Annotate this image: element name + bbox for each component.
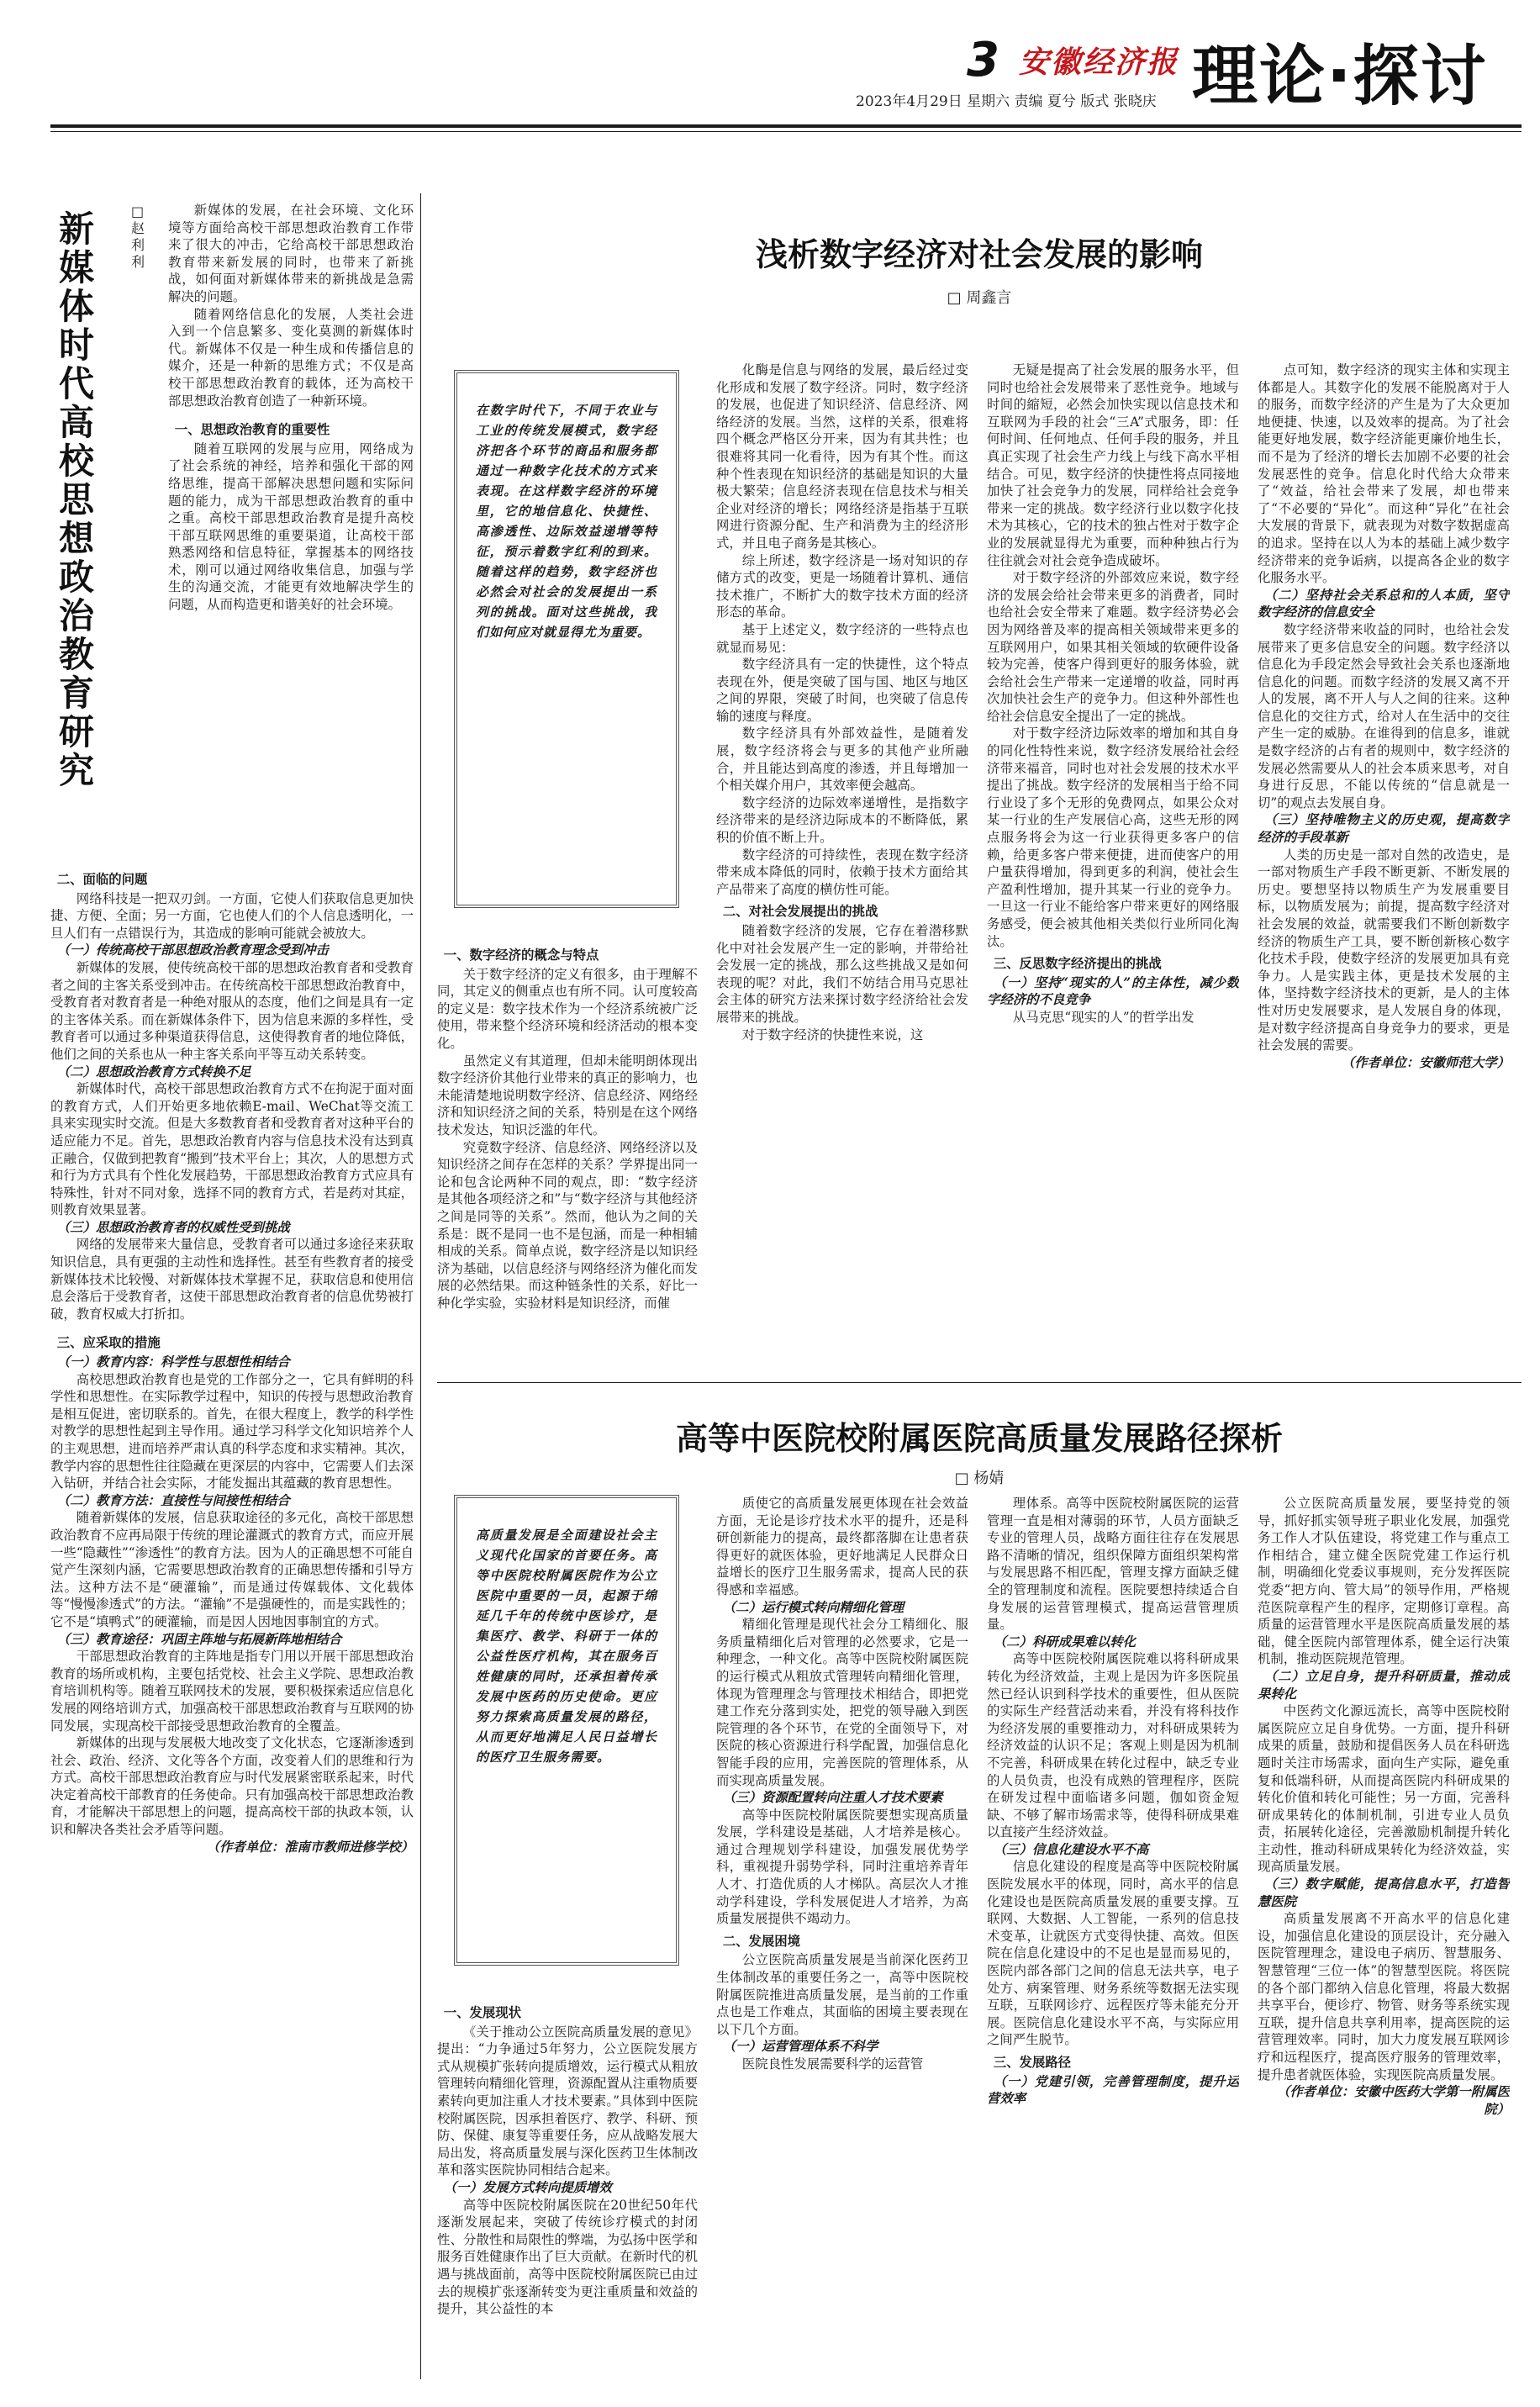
paragraph: 理体系。高等中医院校附属医院的运营管理一直是相对薄弱的环节，人员方面缺乏专业的管理人员，战略方面往往存在发展思路不清晰的情况，组织保障方面组织架构常与发展思路不相匹配，管理支撑方面缺乏健全的管理制度和流程。医院要想持续适合自身发展的运营管理模式，提高运营管理质量。 <box>987 1496 1239 1633</box>
article-separator <box>437 1382 1522 1383</box>
paragraph: 究竟数字经济、信息经济、网络经济以及知识经济之间存在怎样的关系？学界提出同一论和包含论两种不同的观点，即：“数字经济是其他各项经济之和”与“数字经济与其他经济之间是同等的关系”。然而，他认为之间的关系是：既不是同一也不是包涵，而是一种相辅相成的关系。简单点说，数字经济是以知识经济为基础，以信息经济与网络经济为催化而发展的必然结果。而这种链条性的关系，好比一种化学实验，实验材料是知识经济，而催 <box>437 1139 698 1311</box>
paragraph: 对于数字经济的快捷性来说，这 <box>741 1027 924 1043</box>
article-1-paragraph: 高校思想政治教育也是党的工作部分之一，它具有鲜明的科学性和思想性。在实际教学过程中，知识的传授与思想政治教育是相互促进，密切联系的。首先，在很大程度上，教学的科学性对教学的思想性起到主导作用。通过学习科学文化知识培养个人的主观思想，进而培养严肃认真的科学态度和求实精神。其次，教学内容的思想性往往隐藏在更深层的内容中，它需要人们去深入钻研，并结合社会实际，才能发掘出其蕴藏的教育思想性。 <box>50 1371 414 1491</box>
paragraph: 质使它的高质量发展更体现在社会效益方面，无论是诊疗技术水平的提升，还是科研创新能力的提高，最终都落脚在让患者获得更好的就医体验，更好地满足人民群众日益增长的医疗卫生服务需求，提高人民的获得感和幸福感。 <box>716 1496 968 1597</box>
article-1-heading: 二、面临的问题 <box>56 872 148 887</box>
subheading: （二）立足自身，提升科研质量，推动成果转化 <box>1258 1668 1510 1702</box>
subheading: （一）运营管理体系不科学 <box>722 2039 878 2055</box>
author-affiliation: （作者单位：安徽中医药大学第一附属医院） <box>1276 2084 1510 2117</box>
article-3-author: □ 杨婧 <box>954 1470 1005 1487</box>
article-1-paragraph: 新媒体时代，高校干部思想政治教育方式不在拘泥于面对面的教育方式，人们开始更多地依赖E-mail、WeChat等交流工具来实现实时交流。但是大多数教育者和受教育者对这种平台的适应能力不足。首先，思想政治教育内容与信息技术没有达到真正融合，仅做到把教育“搬到”技术平台上；其次，人的思想方式和行为方式具有个性化发展趋势，干部思想政治教育方式应具有特殊性，针对不同对象，选择不同的教育方式，若是药对其症，则教育效果显著。 <box>50 1081 414 1218</box>
article-3-col-1 <box>437 1999 698 2388</box>
article-2-col-4 <box>1258 362 1510 1370</box>
article-2-col-2 <box>716 362 968 1370</box>
article-1-paragraph: 随着新媒体的发展，信息获取途径的多元化，高校干部思想政治教育不应再局限于传统的理论灌溉式的教育方式，而应开展一些“隐藏性”“渗透性”的教育方法。因为人的正确思想不可能自觉产生深刻内涵，它需要思想政治教育的正确思想传播和引导方法。这种方法不是“硬灌输”，而是通过传媒载体、文化载体等“慢慢渗透式”的方法。“灌输”不是强硬性的，而是实践性的；它不是“填鸭式”的硬灌输，而是因人因地因事制宜的方式。 <box>50 1510 414 1629</box>
paragraph: 虽然定义有其道理，但却未能明朗体现出数字经济价其他行业带来的真正的影响力，也未能清楚地说明数字经济、信息经济、网络经济和知识经济之间的关系，特别是在这个网络技术发达，知识泛滥的年代。 <box>437 1053 698 1138</box>
paragraph: 数字经济带来收益的同时，也给社会发展带来了更多信息安全的问题。数字经济以信息化为手段定然会导致社会关系也逐渐地信息化的问题。而数字经济的发展又离不开人的发展，离不开人与人之间的往来。这种信息化的交往方式，给对人在生活中的交往产生一定的威胁。在谁得到的信息多，谁就是数字经济的占有者的规则中，数字经济的发展必然需要从人的社会本质来思考，对自身进行反思，不能以传统的“信息就是一切”的观点去发展自身。 <box>1258 621 1510 810</box>
subheading: （二）坚持社会关系总和的人本质，坚守数字经济的信息安全 <box>1258 587 1510 620</box>
article-1-paragraph: 网络科技是一把双刃剑。一方面，它使人们获取信息更加快捷、方便、全面；另一方面，它也使人们的个人信息透明化，一旦人们有一点错误行为，其造成的影响可能就会被放大。 <box>50 890 414 941</box>
subheading: （三）数字赋能，提高信息水平，打造智慧医院 <box>1258 1877 1510 1909</box>
article-1-intro-paragraph: 新媒体的发展，在社会环境、文化环境等方面给高校干部思想政治教育工作带来了很大的冲击，它给高校干部思想政治教育带来新发展的同时，也带来了新挑战，如何面对新媒体带来的新挑战是急需解决的问题。 <box>168 203 414 304</box>
paragraph: 信息化建设的程度是高等中医院校附属医院发展水平的体现，同时，高水平的信息化建设也是医院高质量发展的重要支撑。互联网、大数据、人工智能，一系列的信息技术变革，让就医方式变得快捷、高效。但医院在信息化建设中的不足也是显而易见的，医院内部各部门之间的信息无法共享，电子处方、病案管理、财务系统等数据无法实现互联，互联网诊疗、远程医疗等未能充分开展。医院信息化建设水平不高，与实际应用之间严生脱节。 <box>987 1859 1239 2048</box>
article-1-paragraph: 随着互联网的发展与应用，网络成为了社会系统的神经，培养和强化干部的网络思维，提高干部解决思想问题和实际问题的能力，成为干部思想政治教育的重中之重。高校干部思想政治教育是提升高校干部互联网思维的重要渠道，让高校干部熟悉网络和信息特征，掌握基本的网络技术，刚可以通过网络收集信息，加强与学生的沟通交流，才能更有效地解决学生的问题，从而构造更和谐美好的社会环境。 <box>168 441 414 613</box>
article-3-col-2 <box>716 1495 968 2388</box>
paragraph: 基于上述定义，数字经济的一些特点也就显而易见： <box>716 621 968 655</box>
subheading: （三）资源配置转向注重人才技术要素 <box>722 1790 943 1806</box>
paragraph: 从马克思“现实的人”的哲学出发 <box>1012 1009 1195 1025</box>
column-divider <box>420 193 421 2379</box>
article-1-subheading: （三）教育途径：巩固主阵地与拓展新阵地相结合 <box>56 1631 342 1647</box>
masthead <box>0 0 1540 139</box>
article-2-pull-quote: 在数字时代下，不同于农业与工业的传统发展模式，数字经济把各个环节的商品和服务都通过一种数字化技术的方式来表现。在这样数字经济的环境里，它的地信息化、快捷性、高渗透性、边际效益递增等特征，预示着数字红利的到来。随着这样的趋势，数字经济也必然会对社会的发展提出一系列的挑战。面对这些挑战，我们如何应对就显得尤为重要。 <box>454 370 679 908</box>
paragraph: 点可知，数字经济的现实主体和实现主体都是人。其数字化的发展不能脱离对于人的服务，而数字经济的产生是为了大众更加地便捷、快速，以及效率的提高。为了社会能更好地发展，数字经济能更廉价地生长，而不是为了经济的增长去加剧不必要的社会发展恶性的竞争。信息化时代给大众带来了“效益，给社会带来了发展，却也带来了“不必要的“异化”。而这种“异化”在社会大发展的背景下，就表现为对数字数据虚高的追求。坚持在以人为本的基础上减少数字经济带来的竞争诟病，以提高各企业的数字化服务水平。 <box>1258 362 1510 586</box>
article-3-col-4 <box>1258 1495 1510 2388</box>
article-1-paragraph: 网络的发展带来大量信息，受教育者可以通过多途径来获取知识信息，具有更强的主动性和选择性。甚至有些教育者的接受新媒体技术比较慢、对新媒体技术掌握不足，获取信息和使用信息会落后于受教育者，这使干部思想政治教育者的信息优势被打破，教育权威大打折扣。 <box>50 1237 414 1322</box>
article-2 <box>437 193 1522 1370</box>
paragraph: 数字经济的可持续性，表现在数字经济带来成本降低的同时，依赖于技术方面给其产品带来了高度的横仿性可能。 <box>716 847 968 897</box>
date-line: 2023年4月29日 星期六 责编 夏兮 版式 张晓庆 <box>856 93 1157 110</box>
article-1-intro-paragraph: 随着网络信息化的发展，人类社会进入到一个信息繁多、变化莫测的新媒体时代。新媒体不仅是一种生成和传播信息的媒介，还是一种新的思维方式；不仅是高校干部思想政治教育的载体，还为高校干部思想政治教育创造了一种新环境。 <box>168 306 414 409</box>
paragraph: 数字经济具有外部效益性，是随着发展，数字经济将会与更多的其他产业所融合，并且能达到高度的渗透，并且每增加一个相关媒介用户，其效率便会越高。 <box>716 726 968 794</box>
article-1 <box>50 193 414 2379</box>
subheading: （三）信息化建设水平不高 <box>993 1841 1149 1857</box>
paragraph: 高等中医院校附属医院在20世纪50年代逐渐发展起来，突破了传统诊疗模式的封闭性、分散性和局限性的弊端，为弘扬中医学和服务百姓健康作出了巨大贡献。在新时代的机遇与挑战面前，高等中医院校附属医院已由过去的规模扩张逐渐转变为更注重质量和效益的提升，其公益性的本 <box>437 2197 698 2317</box>
article-3-col-3 <box>987 1495 1239 2388</box>
article-2-col-3 <box>987 362 1239 1370</box>
article-1-intro <box>168 202 414 740</box>
article-1-affiliation: （作者单位：淮南市教师进修学校） <box>206 1839 414 1855</box>
section-heading: 三、反思数字经济提出的挑战 <box>993 956 1162 972</box>
paragraph: 中医药文化源远流长，高等中医院校附属医院应立足自身优势。一方面，提升科研成果的质量，鼓励和提倡医务人员在科研选题时关注市场需求，面向生产实际，避免重复和低端科研，从而提高医院内科研成果的转化价值和转化可能性；另一方面，完善科研成果转化的体制机制，引进专业人员负责，拓展转化途径，完善激励机制提升转化主动性，推动科研成果转化为经济效益，实现高质量发展。 <box>1258 1703 1510 1875</box>
article-1-subheading: （一）传统高校干部思想政治教育理念受到冲击 <box>56 942 329 958</box>
article-2-author: □ 周鑫言 <box>947 289 1012 307</box>
article-3-title: 高等中医院校附属医院高质量发展路径探析 <box>675 1420 1283 1457</box>
section-heading: 二、对社会发展提出的挑战 <box>722 904 878 920</box>
article-1-body <box>50 866 414 2379</box>
paragraph: 对于数字经济的外部效应来说，数字经济的发展会给社会带来更多的消费者，同时也给社会安全带来了难题。数字经济势必会因为网络普及率的提高相关领域带来更多的互联网用户，如果其相关领域的软硬件设备较为完善，使客户得到更好的服务体验，就会给社会生产带来一定递增的收益，同时再次加快社会生产的竞争力。但这种外部性也给社会信息安全提出了一定的挑战。 <box>987 570 1239 724</box>
page-number: 3 <box>967 33 999 87</box>
subheading: （二）运行模式转向精细化管理 <box>722 1599 904 1615</box>
subheading: （三）坚持唯物主义的历史观，提高数字经济的手段革新 <box>1258 812 1510 846</box>
header-rule-thin <box>50 131 1522 132</box>
paragraph: 高质量发展离不开高水平的信息化建设，加强信息化建设的顶层设计，充分融入医院管理理念，建设电子病历、智慧服务、智慧管理“三位一体”的智慧型医院。将医院的各个部门都纳入信息化管理，将最大数据共享平台，便诊疗、物管、财务等系统实现互联，提升信息共享利用率，提高医院的运营管理效率。同时，加大力度发展互联网诊疗和远程医疗，提高医疗服务的管理效率，提升患者就医体验，实现医院高质量发展。 <box>1258 1911 1510 2082</box>
article-1-paragraph: 新媒体的发展，使传统高校干部的思想政治教育者和受教育者之间的主客关系受到冲击。在传统高校干部思想政治教育中，受教育者对教育者是一种绝对服从的态度，他们之间是具有一定的主客体关系。而在新媒体条件下，因为信息来源的多样性，受教育者可以通过多种渠道获得信息，这使得教育者的地位降低，他们之间的关系也从一种主客关系向平等互动关系转变。 <box>50 959 414 1062</box>
article-1-subheading: （二）教育方法：直接性与间接性相结合 <box>56 1492 290 1508</box>
article-3 <box>437 1396 1522 2388</box>
article-1-heading: 一、思想政治教育的重要性 <box>174 422 330 438</box>
article-1-paragraph: 干部思想政治教育的主阵地是指专门用以开展干部思想政治教育的场所或机构，主要包括党校、社会主义学院、思想政治教育培训机构等。随着互联网技术的发展，要积极探索适应信息化发展的网络培训方式，加强高校干部思想政治教育与互联网的协同发展，实现高校干部接受思想政治教育的全覆盖。 <box>50 1649 414 1734</box>
article-3-pull-quote: 高质量发展是全面建设社会主义现代化国家的首要任务。高等中医院校附属医院作为公立医院中重要的一员，起源于绵延几千年的传统中医诊疗，是集医疗、教学、科研于一体的公益性医疗机构，其在服务百姓健康的同时，还承担着传承发展中医药的历史使命。更应努力探索高质量发展的路径，从而更好地满足人民日益增长的医疗卫生服务需要。 <box>454 1495 679 1966</box>
paragraph: 数字经济的边际效率递增性，是指数字经济带来的是经济边际成本的不断降低，累积的价值不断上升。 <box>716 794 968 846</box>
paragraph: 精细化管理是现代社会分工精细化、服务质量精细化后对管理的必然要求，它是一种理念，一种文化。高等中医院校附属医院的运行模式从粗放式管理转向精细化管理，体现为管理理念与管理技术相结合，即把党建工作充分落到实处，把党的领导融入到医院管理的各个环节，在党的全面领导下，对医院的核心资源进行科学配置，加强信息化智能手段的应用，完善医院的管理体系，从而实现高质量发展。 <box>716 1617 968 1788</box>
article-1-author: □ 赵利利 <box>131 203 145 270</box>
paragraph: 化酶是信息与网络的发展，最后经过变化形成和发展了数字经济。同时，数字经济的发展，也促进了知识经济、信息经济、网络经济的发展。当然，这样的关系，很难将四个概念严格区分开来，因为有其共性；也很难将其同一化看待，因为有其个性。而这种个性表现在知识经济的基础是知识的大量极大繁荣；信息经济表现在信息技术与相关企业对经济的增长；网络经济是指基于互联网进行资源分配、生产和消费为主的经济形式，并且电子商务是其核心。 <box>716 362 968 551</box>
paragraph: 对于数字经济边际效率的增加和其自身的同化性特性来说，数字经济发展给社会经济带来福音，同时也对社会发展的技术水平提出了挑战。数字经济的发展相当于给不同行业设了多个无形的免费网点，如果公众对某一行业的生产发展信心高，这些无形的网点服务将会为这一行业获得更多客户的信赖，给更多客户带来便捷，进而使客户的用户量获得增加，得到更多的利润，使社会生产盈利性增加，提升其某一行业的竞争力。一旦这一行业不能给客户带来更好的网络服务感受，便会被其他相关类似行业所同化淘汰。 <box>987 726 1239 949</box>
subheading: （一）发展方式转向提质增效 <box>443 2179 612 2195</box>
section-heading: 二、发展困境 <box>722 1933 801 1949</box>
paragraph: 公立医院高质量发展，要坚持党的领导，抓好抓实领导班子职业化发展，加强党务工作人才队伍建设，将党建工作与重点工作相结合，建立健全医院党建工作运行机制，明确细化党委议事规则，充分发挥医院党委“把方向、管大局”的领导作用，严格规范医院章程产生的程序，定期修订章程。高质量的运营管理水平是医院高质量发展的基础，健全医院内部管理体系，健全运行决策机制，推动医院规范管理。 <box>1258 1496 1510 1667</box>
paragraph: 关于数字经济的定义有很多，由于理解不同，其定义的侧重点也有所不同。认可度较高的定义是：数字技术作为一个经济系统被广泛使用，带来整个经济环境和经济活动的根本变化。 <box>437 966 698 1051</box>
paragraph: 人类的历史是一部对自然的改造史，是一部对物质生产手段不断更新、不断发展的历史。要想坚持以物质生产为发展重要目标，以物质发展为；前提，提高数字经济对社会发展的效益，就需要我们不断创新数字经济的物质生产工具，要不断创新核心数字化技术手段，使数字经济的发展更加具有竞争力。人是实践主体，更是技术发展的主体，坚持数字经济技术的更新，是人的主体性对历史发展要求，是人发展自身的体现，是对数字经济提高自身竞争力的要求，更是社会发展的需要。 <box>1258 847 1510 1053</box>
header-rule-thick <box>50 124 1522 128</box>
section-heading: 一、数字经济的概念与特点 <box>443 947 599 963</box>
paragraph: 数字经济具有一定的快捷性，这个特点表现在外，便是突破了国与国、地区与地区之间的界限，突破了时间，也突破了信息传输的速度与释度。 <box>716 657 968 724</box>
paragraph: 随着数字经济的发展，它存在着潜移默化中对社会发展产生一定的影响，并带给社会发展一定的挑战，那么这些挑战又是如何表现的呢？对此，我们不妨结合用马克思社会主体的研究方法来探讨数字经济给社会发展带来的挑战。 <box>716 923 968 1025</box>
paragraph: 《关于推动公立医院高质量发展的意见》提出：“力争通过5年努力，公立医院发展方式从规模扩张转向提质增效，运行模式从粗放管理转向精细化管理，资源配置从注重物质要素转向更加注重人才技术要素。”具体到中医院校附属医院，因承担着医疗、教学、科研、预防、保健、康复等重要任务，应从战略发展大局出发，将高质量发展与深化医药卫生体制改革和落实医院协同相结合起来。 <box>437 2024 698 2178</box>
paragraph: 高等中医院校附属医院难以将科研成果转化为经济效益，主观上是因为许多医院虽然已经认识到科学技术的重要性，但从医院的实际生产经营活动来看，并没有将科技作为经济发展的重要推动力，对科研成果转为经济效益的认识不足；客观上则是因为机制不完善，科研成果在转化过程中，缺乏专业的人员负责，也没有成熟的管理程序，医院在研发过程中面临诸多问题，伽如资金短缺、不够了解市场需求等，使得科研成果难以直接产生经济效益。 <box>987 1651 1239 1840</box>
newspaper-logo: 安徽经济报 <box>1019 45 1179 80</box>
section-heading: 三、发展路径 <box>993 2055 1072 2070</box>
section-title: 理论·探讨 <box>1192 39 1488 114</box>
article-1-subheading: （二）思想政治教育方式转换不足 <box>56 1064 251 1079</box>
paragraph: 无疑是提高了社会发展的服务水平，但同时也给社会发展带来了恶性竞争。地域与时间的縮短，必然会加快实现以信息技术和互联网为手段的社会“三A”式服务，即：任何时间、任何地点、任何手段的服务，并且真正实现了社会生产力线上与线下高水平相结合。可见，数字经济的快捷性将点同接地加快了社会竞争力的发展，同样给社会竞争带来一定的挑战。数字经济行业以数字化技术为其核心，它的技术的独占性对于数字企业的发展就显得尤为重要，而种种独占行为往往就会对社会竞争造成破坏。 <box>987 362 1239 568</box>
section-heading: 一、发展现状 <box>443 2005 522 2020</box>
article-1-heading: 三、应采取的措施 <box>56 1335 161 1351</box>
subheading: （二）科研成果难以转化 <box>993 1634 1136 1650</box>
paragraph: 医院良性发展需要科学的运营管 <box>741 2056 924 2072</box>
subheading: （一）党建引领，完善管理制度，提升运营效率 <box>987 2073 1239 2107</box>
paragraph: 综上所述，数字经济是一场对知识的存储方式的改变，更是一场随着计算机、通信技术推广，不断扩大的数字技术方面的经济形态的革命。 <box>716 552 968 620</box>
article-2-title: 浅析数字经济对社会发展的影响 <box>755 236 1203 273</box>
article-2-col-1 <box>437 942 698 1370</box>
author-affiliation: （作者单位：安徽师范大学） <box>1341 1054 1510 1070</box>
article-1-paragraph: 新媒体的出现与发展极大地改变了文化状态，它逐渐渗透到社会、政治、经济、文化等各个方面，改变着人们的思维和行为方式。高校干部思想政治教育应与时代发展紧密联系起来，时代决定着高校干部教育的任务使命。只有加强高校干部思想政治教育，才能解决干部思想上的问题，提高高校干部的执政本领，认识和解决各类社会矛盾等问题。 <box>50 1735 414 1838</box>
paragraph: 公立医院高质量发展是当前深化医药卫生体制改革的重要任务之一，高等中医院校附属医院推进高质量发展，是当前的工作重点也是工作难点，其面临的困境主要表现在以下几个方面。 <box>716 1952 968 2037</box>
article-1-subheading: （一）教育内容：科学性与思想性相结合 <box>56 1354 290 1370</box>
subheading: （一）坚持“现实的人”的主体性，减少数字经济的不良竞争 <box>987 974 1239 1008</box>
article-1-title: 新媒体时代高校思想政治教育研究 <box>59 209 95 791</box>
article-1-subheading: （三）思想政治教育者的权威性受到挑战 <box>56 1219 290 1235</box>
paragraph: 高等中医院校附属医院要想实现高质量发展，学科建设是基础，人才培养是核心。通过合理规划学科建设，加强发展优势学科，重视提升弱势学科，同时注重培养青年人才、打造优质的人才梯队。高层次人才推动学科建设，学科发展促进人才培养，为高质量发展提供不竭动力。 <box>716 1807 968 1927</box>
